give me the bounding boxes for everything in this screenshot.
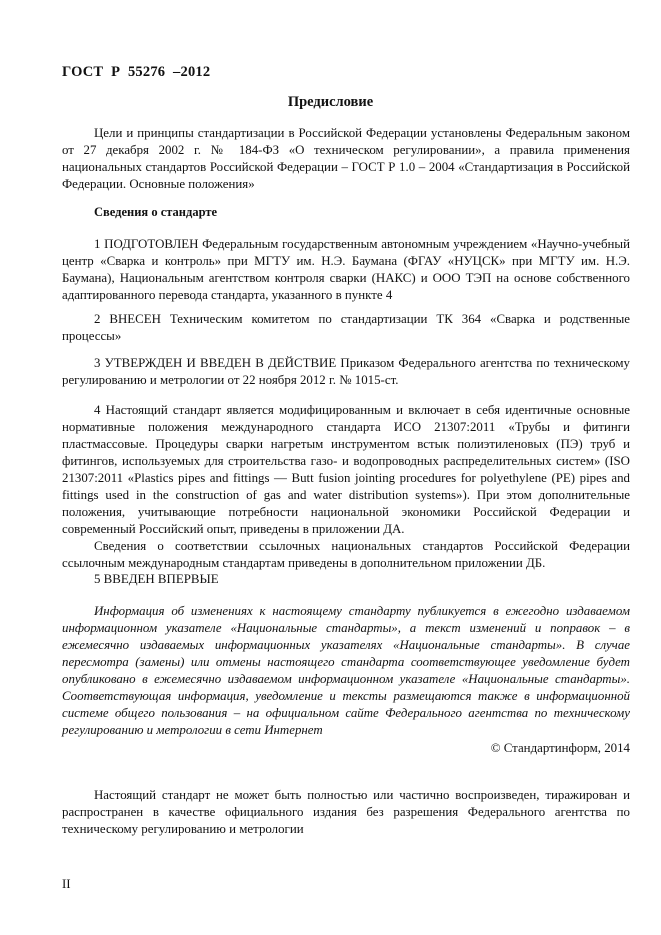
item-4-block [62,402,630,572]
standard-header: ГОСТ Р 55276 –2012 [62,64,211,80]
item-4-references: Сведения о соответствии ссылочных национальных стандартов Российской Федерации ссылочным международным стандартам приведены в дополнительном приложении ДБ. [62,539,630,570]
item-1-block [62,236,630,304]
info-block [62,603,630,739]
info-paragraph: Информация об изменениях к настоящему стандарту публикуется в ежегодно издаваемом информационном указателе «Национальные стандарты», а текст изменений и поправок – в ежемесячно издаваемых информационных указателях «Национальные стандарты». В случае пересмотра (замены) или отмены настоящего стандарта соответствующее уведомление будет опубликовано в ежемесячно издаваемом информационном указателе «Национальные стандарты». Соответствующая информация, уведомление и тексты размещаются также в информационной системе общего пользования – на официальном сайте Федерального агентства по техническому регулированию и метрологии в сети Интернет [62,604,630,737]
section-title: Сведения о стандарте [94,205,218,219]
item-2-block [62,311,630,345]
copyright: © Стандартинформ, 2014 [490,741,630,755]
intro-paragraph: Цели и принципы стандартизации в Российской Федерации установлены Федеральным законом от 27 декабря 2002 г. № 184-ФЗ «О техническом регулировании», а правила применения национальных стандартов Российской Федерации – ГОСТ Р 1.0 – 2004 «Стандартизация в Российской Федерации. Основные положения» [62,126,630,191]
item-3-block [62,355,630,389]
page-number: II [62,877,71,891]
item-2-paragraph: 2 ВНЕСЕН Техническим комитетом по стандартизации ТК 364 «Сварка и родственные процессы» [62,312,630,343]
intro-block [62,125,630,193]
item-4-paragraph: 4 Настоящий стандарт является модифицированным и включает в себя идентичные основные нормативные положения международного стандарта ИСО 21307:2011 «Трубы и фитинги пластмассовые. Процедуры сварки нагретым инструментом встык полиэтиленовых (ПЭ) труб и фитингов, используемых для строительства газо- и водопроводных распределительных систем» (ISO 21307:2011 «Plastics pipes and fittings — Butt fusion jointing procedures for polyethylene (PE) pipes and fittings used in the construction of gas and water distribution systems»). При этом дополнительные положения, учитывающие потребности национальной экономики Российской Федерации и современный Российский опыт, приведены в приложении ДА. [62,403,630,536]
page-title: Предисловие [287,94,374,110]
item-5-line: 5 ВВЕДЕН ВПЕРВЫЕ [94,572,219,586]
item-3-paragraph: 3 УТВЕРЖДЕН И ВВЕДЕН В ДЕЙСТВИЕ Приказом Федерального агентства по техническому регулированию и метрологии от 22 ноября 2012 г. № 1015-ст. [62,356,630,387]
item-1-paragraph: 1 ПОДГОТОВЛЕН Федеральным государственным автономным учреждением «Научно-учебный центр «Сварка и контроль» при МГТУ им. Н.Э. Баумана (ФГАУ «НУЦСК» при МГТУ им. Н.Э. Баумана), Национальным агентством контроля сварки (НАКС) и ООО ТЭП на основе собственного адаптированного перевода стандарта, указанного в пункте 4 [62,237,630,302]
notice-paragraph: Настоящий стандарт не может быть полностью или частично воспроизведен, тиражирован и распространен в качестве официального издания без разрешения Федерального агентства по техническому регулированию и метрологии [62,788,630,836]
notice-block [62,787,630,838]
